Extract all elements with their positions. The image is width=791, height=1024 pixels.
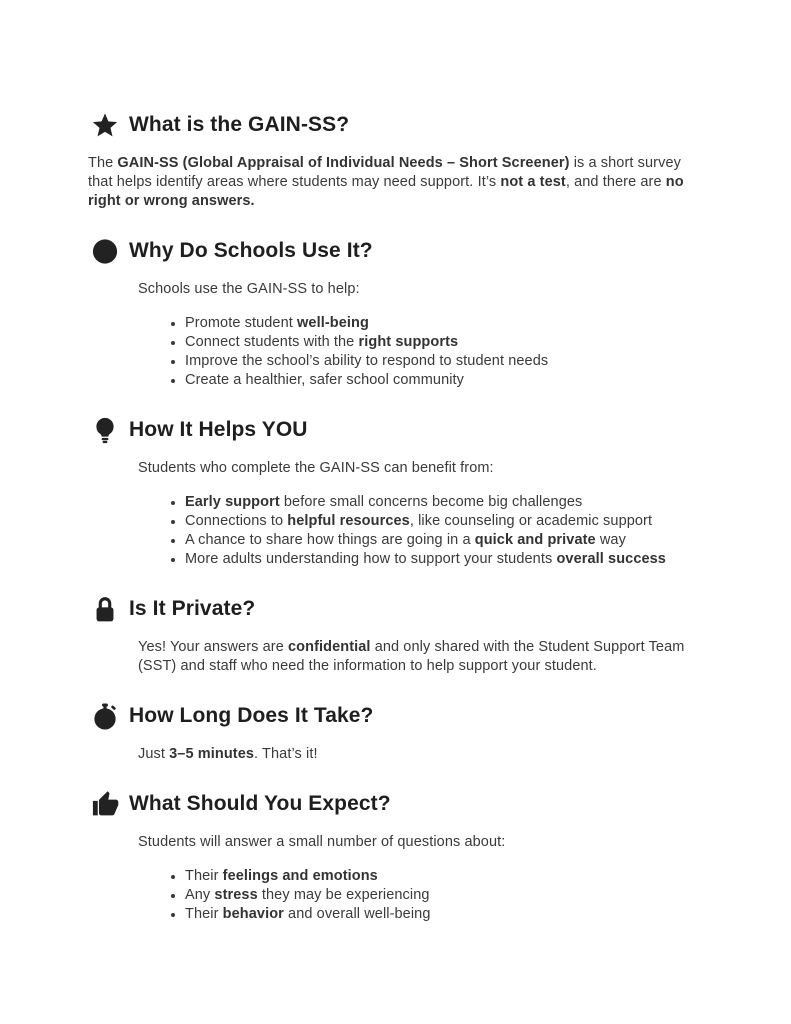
text: A chance to share how things are going in a xyxy=(185,532,475,548)
text: and overall well-being xyxy=(283,906,431,922)
text: Their xyxy=(185,868,223,884)
bold-text: 3–5 minutes xyxy=(169,746,255,762)
text: way xyxy=(595,532,626,548)
section-heading xyxy=(88,110,703,140)
section-heading xyxy=(88,594,703,624)
text: and only shared with the Student Support Team (SST) and staff who need the information to help support your student. xyxy=(138,639,685,674)
section-heading-text: How It Helps YOU xyxy=(129,418,308,441)
section-how-long-does-it-take xyxy=(88,701,703,764)
bold-text: overall success xyxy=(556,551,666,567)
bold-text: stress xyxy=(214,887,258,903)
star-icon xyxy=(88,111,121,140)
section-paragraph xyxy=(138,638,703,676)
bullet-list xyxy=(88,493,703,569)
bullet-item xyxy=(185,371,703,390)
bold-text: confidential xyxy=(287,639,371,655)
bullet-item xyxy=(185,512,703,531)
bold-text: not a test xyxy=(500,174,566,190)
section-heading-text: Why Do Schools Use It? xyxy=(129,239,373,262)
text: is a short survey that helps identify areas where students may need support. It’s xyxy=(88,155,681,190)
section-what-is-the-gain-ss xyxy=(88,110,703,211)
text: Connect students with the xyxy=(185,334,359,350)
text: Create a healthier, safer school community xyxy=(185,372,465,388)
text: More adults understanding how to support your students xyxy=(185,551,557,567)
bullet-item xyxy=(185,314,703,333)
stopwatch-icon xyxy=(88,702,121,731)
bold-text: behavior xyxy=(222,906,284,922)
section-paragraph xyxy=(138,745,703,764)
globe-icon xyxy=(88,237,121,266)
section-heading xyxy=(88,415,703,445)
lightbulb-icon xyxy=(88,416,121,445)
bold-text: helpful resources xyxy=(287,513,410,529)
bullet-item xyxy=(185,352,703,371)
bullet-item xyxy=(185,867,703,886)
section-what-should-you-expect xyxy=(88,789,703,924)
section-heading xyxy=(88,701,703,731)
text: Yes! Your answers are xyxy=(138,639,288,655)
bullet-list xyxy=(88,314,703,390)
bullet-item xyxy=(185,886,703,905)
section-lead: Schools use the GAIN-SS to help: xyxy=(138,281,360,297)
text: before small concerns become big challenges xyxy=(279,494,583,510)
section-heading-text: What Should You Expect? xyxy=(129,792,391,815)
text: , and there are xyxy=(565,174,666,190)
section-heading xyxy=(88,789,703,819)
text: , like counseling or academic support xyxy=(409,513,653,529)
bold-text: no right or wrong answers. xyxy=(88,174,684,209)
bold-text: GAIN-SS (Global Appraisal of Individual Needs – Short Screener) xyxy=(117,155,570,171)
text: Promote student xyxy=(185,315,298,331)
text: Just xyxy=(138,746,170,762)
section-intro-paragraph xyxy=(88,154,703,211)
text: Any xyxy=(185,887,215,903)
thumbs-up-icon xyxy=(88,790,121,819)
bullet-item xyxy=(185,333,703,352)
bullet-item xyxy=(185,905,703,924)
section-how-it-helps-you xyxy=(88,415,703,569)
bullet-item xyxy=(185,550,703,569)
text: Improve the school’s ability to respond to student needs xyxy=(185,353,549,369)
text: they may be experiencing xyxy=(257,887,430,903)
text: The xyxy=(88,155,118,171)
section-heading-text: Is It Private? xyxy=(129,597,256,620)
bold-text: quick and private xyxy=(474,532,596,548)
section-heading xyxy=(88,236,703,266)
section-heading-text: What is the GAIN-SS? xyxy=(129,113,350,136)
section-heading-text: How Long Does It Take? xyxy=(129,704,374,727)
text: Connections to xyxy=(185,513,288,529)
bold-text: right supports xyxy=(358,334,459,350)
bullet-item xyxy=(185,493,703,512)
section-why-do-schools-use-it xyxy=(88,236,703,390)
bold-text: Early support xyxy=(185,494,280,510)
bullet-list xyxy=(88,867,703,924)
section-lead: Students who complete the GAIN-SS can benefit from: xyxy=(138,460,494,476)
bold-text: well-being xyxy=(297,315,369,331)
section-is-it-private xyxy=(88,594,703,676)
section-lead: Students will answer a small number of questions about: xyxy=(138,834,506,850)
bullet-item xyxy=(185,531,703,550)
text: Their xyxy=(185,906,223,922)
lock-icon xyxy=(88,595,121,624)
text: . That’s it! xyxy=(254,746,318,762)
bold-text: feelings and emotions xyxy=(222,868,378,884)
